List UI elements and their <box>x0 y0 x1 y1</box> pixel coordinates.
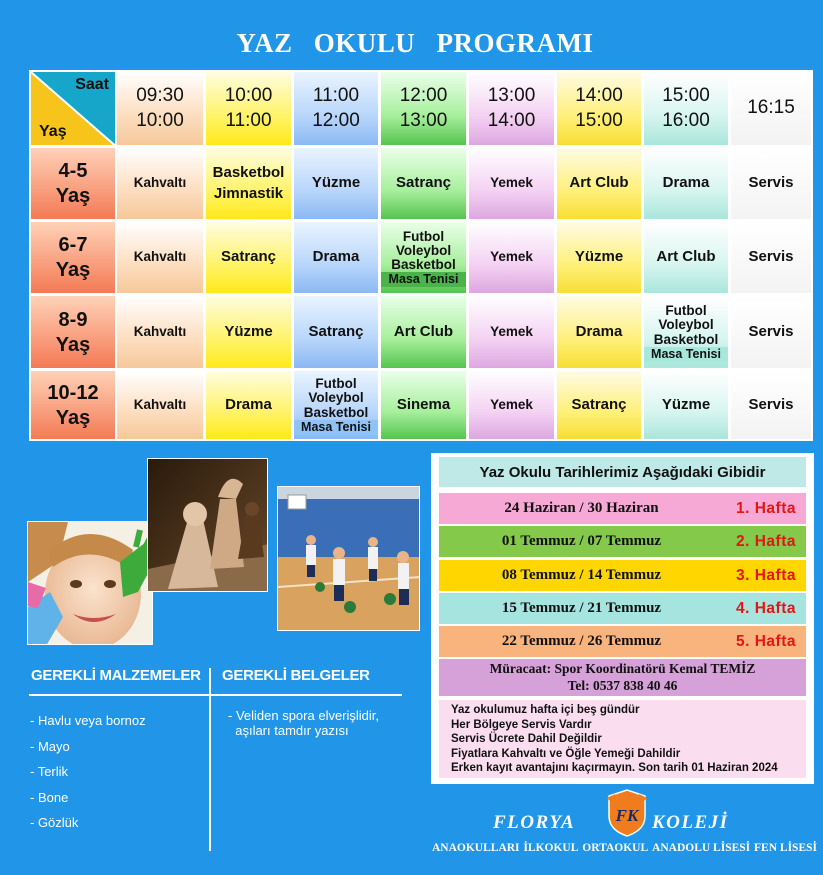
week-range: 08 Temmuz / 14 Temmuz <box>501 567 662 583</box>
activity-label: Art Club <box>393 322 454 340</box>
materials-item: - Terlik <box>30 764 69 779</box>
activity-line: Jimnastik <box>213 185 284 202</box>
activity-line: Futbol <box>665 303 707 319</box>
time-header <box>642 70 730 147</box>
materials-list <box>30 708 146 836</box>
note-line: Yaz okulumuz hafta içi beş gündür <box>451 704 640 716</box>
activity-label: Satranç <box>220 248 277 266</box>
materials-item: - Mayo <box>30 738 70 754</box>
activity-line: Masa Tenisi <box>644 347 728 362</box>
note-line: Erken kayıt avantajını kaçırmayın. Son tarih 01 Haziran 2024 <box>451 762 778 775</box>
activity-cell <box>729 294 813 370</box>
time-start: 15:00 <box>662 84 710 106</box>
section-vertical-divider <box>209 668 211 851</box>
week-row <box>439 526 806 557</box>
time-end: 16:00 <box>662 109 710 131</box>
note-line: Servis Ücrete Dahil Değildir <box>451 733 602 746</box>
activity-cell <box>642 220 730 295</box>
activity-cell <box>292 220 380 295</box>
time-end: 10:00 <box>136 109 184 131</box>
activity-cell <box>292 146 380 221</box>
activity-cell <box>729 146 813 221</box>
time-header <box>555 70 643 147</box>
age-unit: Yaş <box>55 185 91 207</box>
time-end: 12:00 <box>312 109 360 131</box>
activity-label: Yüzme <box>574 248 624 266</box>
activity-line: Masa Tenisi <box>294 420 378 435</box>
age-unit: Yaş <box>55 406 91 429</box>
time-end: 14:00 <box>487 109 536 131</box>
activity-label: Satranç <box>308 322 364 340</box>
week-range: 22 Temmuz / 26 Temmuz <box>501 633 662 649</box>
activity-cell <box>115 220 205 295</box>
activity-line: Masa Tenisi <box>381 272 466 287</box>
activity-label: Satranç <box>395 174 452 192</box>
week-row <box>439 593 806 624</box>
time-header <box>379 70 468 147</box>
activity-label: Kahvaltı <box>133 175 187 191</box>
activity-cell <box>115 294 205 370</box>
activity-label: Drama <box>312 248 360 266</box>
time-start: 12:00 <box>399 84 448 106</box>
documents-item: aşıları tamdır yazısı <box>228 723 349 738</box>
time-end: 13:00 <box>399 109 448 131</box>
age-range: 4-5 <box>58 160 88 182</box>
activity-label: Yemek <box>490 323 533 339</box>
activity-line: Basketbol <box>212 164 285 182</box>
activity-label: Drama <box>575 322 623 340</box>
time-header <box>729 70 813 147</box>
activity-cell <box>729 220 813 295</box>
activity-line: Basketbol <box>653 331 719 347</box>
activity-cell <box>292 369 380 441</box>
activity-label: Servis <box>748 174 794 192</box>
logo-text-left: FLORYA <box>493 812 576 833</box>
school-type: ANAOKULLARI <box>432 842 520 854</box>
materials-heading: GEREKLİ MALZEMELER <box>31 667 201 684</box>
section-divider <box>29 694 402 696</box>
activity-label: Yüzme <box>661 395 711 413</box>
age-unit: Yaş <box>55 333 91 356</box>
week-row <box>439 493 806 524</box>
activity-line: Futbol <box>315 376 357 392</box>
note-line: Fiyatlara Kahvaltı ve Öğle Yemeği Dahildir <box>451 747 681 760</box>
corner-age-label: Yaş <box>39 123 67 141</box>
activity-label: Servis <box>748 248 794 266</box>
time-start: 16:15 <box>747 97 795 119</box>
activity-cell <box>379 146 468 221</box>
time-header <box>467 70 556 147</box>
note-line: Her Bölgeye Servis Vardır <box>451 718 592 731</box>
activity-line: Basketbol <box>391 257 456 273</box>
documents-item: - Veliden spora elverişlidir, <box>228 708 380 723</box>
activity-cell <box>292 294 380 370</box>
activity-cell <box>555 146 643 221</box>
week-row <box>439 626 806 657</box>
activity-cell <box>467 294 556 370</box>
activity-cell <box>642 294 730 370</box>
time-start: 09:30 <box>136 84 184 106</box>
week-range: 01 Temmuz / 07 Temmuz <box>501 533 662 549</box>
activity-cell <box>204 294 293 370</box>
activity-label: Sinema <box>396 395 451 413</box>
activity-label: Yemek <box>490 249 533 265</box>
week-number: 5. Hafta <box>736 632 796 650</box>
activity-cell <box>555 220 643 295</box>
age-cell <box>29 369 117 441</box>
child-painted-hands-photo <box>27 521 153 645</box>
logo-text-right: KOLEJİ <box>652 812 729 833</box>
age-unit: Yaş <box>55 259 91 281</box>
contact-phone: Tel: 0537 838 40 46 <box>567 677 678 693</box>
documents-heading: GEREKLİ BELGELER <box>222 667 370 684</box>
activity-cell <box>467 369 556 441</box>
time-header <box>204 70 293 147</box>
page-title: YAZ OKULU PROGRAMI <box>236 28 594 58</box>
documents-list <box>228 708 379 738</box>
week-range: 15 Temmuz / 21 Temmuz <box>501 600 662 616</box>
activity-cell <box>204 146 293 221</box>
materials-item: - Gözlük <box>30 815 79 830</box>
school-type: FEN LİSESİ <box>754 842 817 854</box>
activity-cell <box>115 369 205 441</box>
svg-text:FK: FK <box>615 806 639 825</box>
contact-box <box>439 659 806 696</box>
activity-label: Yüzme <box>311 174 361 192</box>
activity-cell <box>379 220 468 295</box>
week-number: 4. Hafta <box>736 599 796 617</box>
activity-label: Yüzme <box>224 322 273 340</box>
activity-cell <box>204 369 293 441</box>
activity-label: Drama <box>662 174 710 192</box>
activity-line: Voleybol <box>308 390 364 406</box>
school-type: ORTAOKUL <box>582 842 649 854</box>
school-crest-icon <box>605 788 649 843</box>
week-number: 1. Hafta <box>736 499 796 517</box>
activity-line: Futbol <box>402 228 445 244</box>
notes-box <box>439 700 806 778</box>
activity-cell <box>555 294 643 370</box>
activity-cell <box>642 369 730 441</box>
school-type: İLKOKUL <box>523 842 579 854</box>
time-start: 13:00 <box>487 84 536 106</box>
kids-basketball-photo <box>277 486 420 631</box>
activity-line: Voleybol <box>395 242 452 258</box>
time-start: 11:00 <box>312 84 360 106</box>
activity-label: Art Club <box>569 174 629 192</box>
age-range: 10-12 <box>47 381 99 404</box>
activity-cell <box>467 220 556 295</box>
week-number: 3. Hafta <box>736 566 796 584</box>
week-row <box>439 560 806 591</box>
materials-item: - Havlu veya bornoz <box>30 713 146 728</box>
activity-label: Kahvaltı <box>133 323 187 339</box>
schools-list <box>432 842 817 854</box>
activity-label: Servis <box>748 395 794 413</box>
corner-header <box>29 70 117 147</box>
activity-line: Basketbol <box>303 404 369 420</box>
activity-cell <box>204 220 293 295</box>
activity-label: Kahvaltı <box>133 396 187 412</box>
activity-line: Voleybol <box>658 317 714 333</box>
contact-name: Müracaat: Spor Koordinatörü Kemal TEMİZ <box>489 661 756 676</box>
corner-time-label: Saat <box>75 76 109 93</box>
time-start: 10:00 <box>224 84 273 106</box>
time-header <box>115 70 205 147</box>
age-cell <box>29 294 117 370</box>
dates-title: Yaz Okulu Tarihlerimiz Aşağıdaki Gibidir <box>439 457 806 487</box>
age-cell <box>29 220 117 295</box>
activity-label: Servis <box>748 322 794 340</box>
activity-label: Kahvaltı <box>133 249 187 265</box>
dates-panel <box>431 453 814 784</box>
time-start: 14:00 <box>575 84 623 106</box>
age-range: 6-7 <box>58 234 88 256</box>
activity-label: Drama <box>225 395 272 413</box>
week-number: 2. Hafta <box>736 532 796 550</box>
time-end: 11:00 <box>225 109 272 131</box>
activity-label: Yemek <box>490 396 533 412</box>
activity-cell <box>467 146 556 221</box>
time-end: 15:00 <box>575 109 623 131</box>
age-cell <box>29 146 117 221</box>
activity-cell <box>555 369 643 441</box>
age-range: 8-9 <box>58 308 88 331</box>
time-header <box>292 70 380 147</box>
activity-cell <box>379 294 468 370</box>
activity-cell <box>115 146 205 221</box>
school-type: ANADOLU LİSESİ <box>652 842 751 854</box>
activity-label: Yemek <box>490 175 533 191</box>
week-range: 24 Haziran / 30 Haziran <box>504 500 659 516</box>
activity-label: Art Club <box>656 248 716 266</box>
activity-cell <box>379 369 468 441</box>
activity-label: Satranç <box>571 395 627 413</box>
activity-cell <box>729 369 813 441</box>
materials-item: - Bone <box>30 789 69 805</box>
activity-cell <box>642 146 730 221</box>
chess-pieces-photo <box>147 458 268 592</box>
